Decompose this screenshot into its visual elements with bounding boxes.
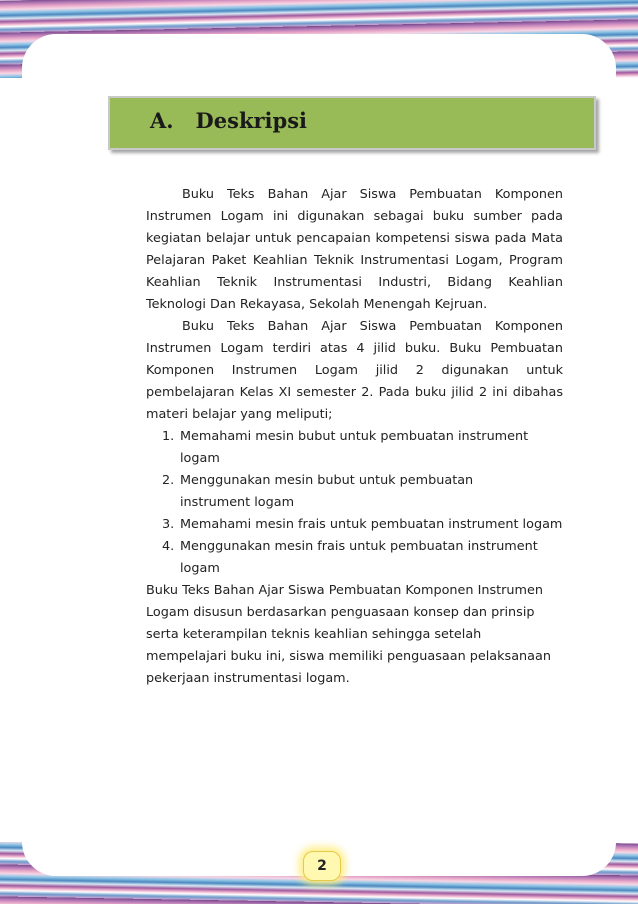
list-item-text: Menggunakan mesin bubut untuk pembuatan instrument logam xyxy=(180,473,474,510)
document-body xyxy=(146,184,563,690)
list-item xyxy=(162,426,563,470)
section-heading-banner xyxy=(108,96,596,150)
list-item-text: Memahami mesin bubut untuk pembuatan instrument logam xyxy=(180,429,529,466)
list-item-number: 2. xyxy=(162,473,175,488)
page-number-badge: 2 xyxy=(303,851,341,881)
list-item-text: Menggunakan mesin frais untuk pembuatan instrument logam xyxy=(180,539,538,576)
list-item xyxy=(162,514,563,536)
topic-list xyxy=(146,426,563,580)
paragraph-summary: Buku Teks Bahan Ajar Siswa Pembuatan Komponen Instrumen Logam disusun berdasarkan penguasaan konsep dan prinsip serta keterampilan teknis keahlian sehingga setelah mempelajari buku ini, siswa memiliki penguasaan pelaksanaan pekerjaan instrumentasi logam. xyxy=(146,583,551,686)
paragraph-intro: Buku Teks Bahan Ajar Siswa Pembuatan Komponen Instrumen Logam ini digunakan sebagai buku sumber pada kegiatan belajar untuk pencapaian kompetensi siswa pada Mata Pelajaran Paket Keahlian Teknik Instrumentasi Logam, Program Keahlian Teknik Instrumentasi Industri, Bidang Keahlian Teknologi Dan Rekayasa, Sekolah Menengah Kejruan. xyxy=(146,187,563,312)
list-item-number: 3. xyxy=(162,517,175,532)
list-item xyxy=(162,470,563,514)
list-item-number: 4. xyxy=(162,539,175,554)
list-item-number: 1. xyxy=(162,429,175,444)
section-title: Deskripsi xyxy=(195,108,308,133)
section-heading xyxy=(150,108,307,133)
section-number: A. xyxy=(150,108,174,133)
paragraph-volumes: Buku Teks Bahan Ajar Siswa Pembuatan Komponen Instrumen Logam terdiri atas 4 jilid buku. Buku Pembuatan Komponen Instrumen Logam jilid 2 digunakan untuk pembelajaran Kelas XI semester 2. Pada buku jilid 2 ini dibahas materi belajar yang meliputi; xyxy=(146,319,563,422)
list-item-text: Memahami mesin frais untuk pembuatan instrument logam xyxy=(180,517,563,532)
list-item xyxy=(162,536,563,580)
